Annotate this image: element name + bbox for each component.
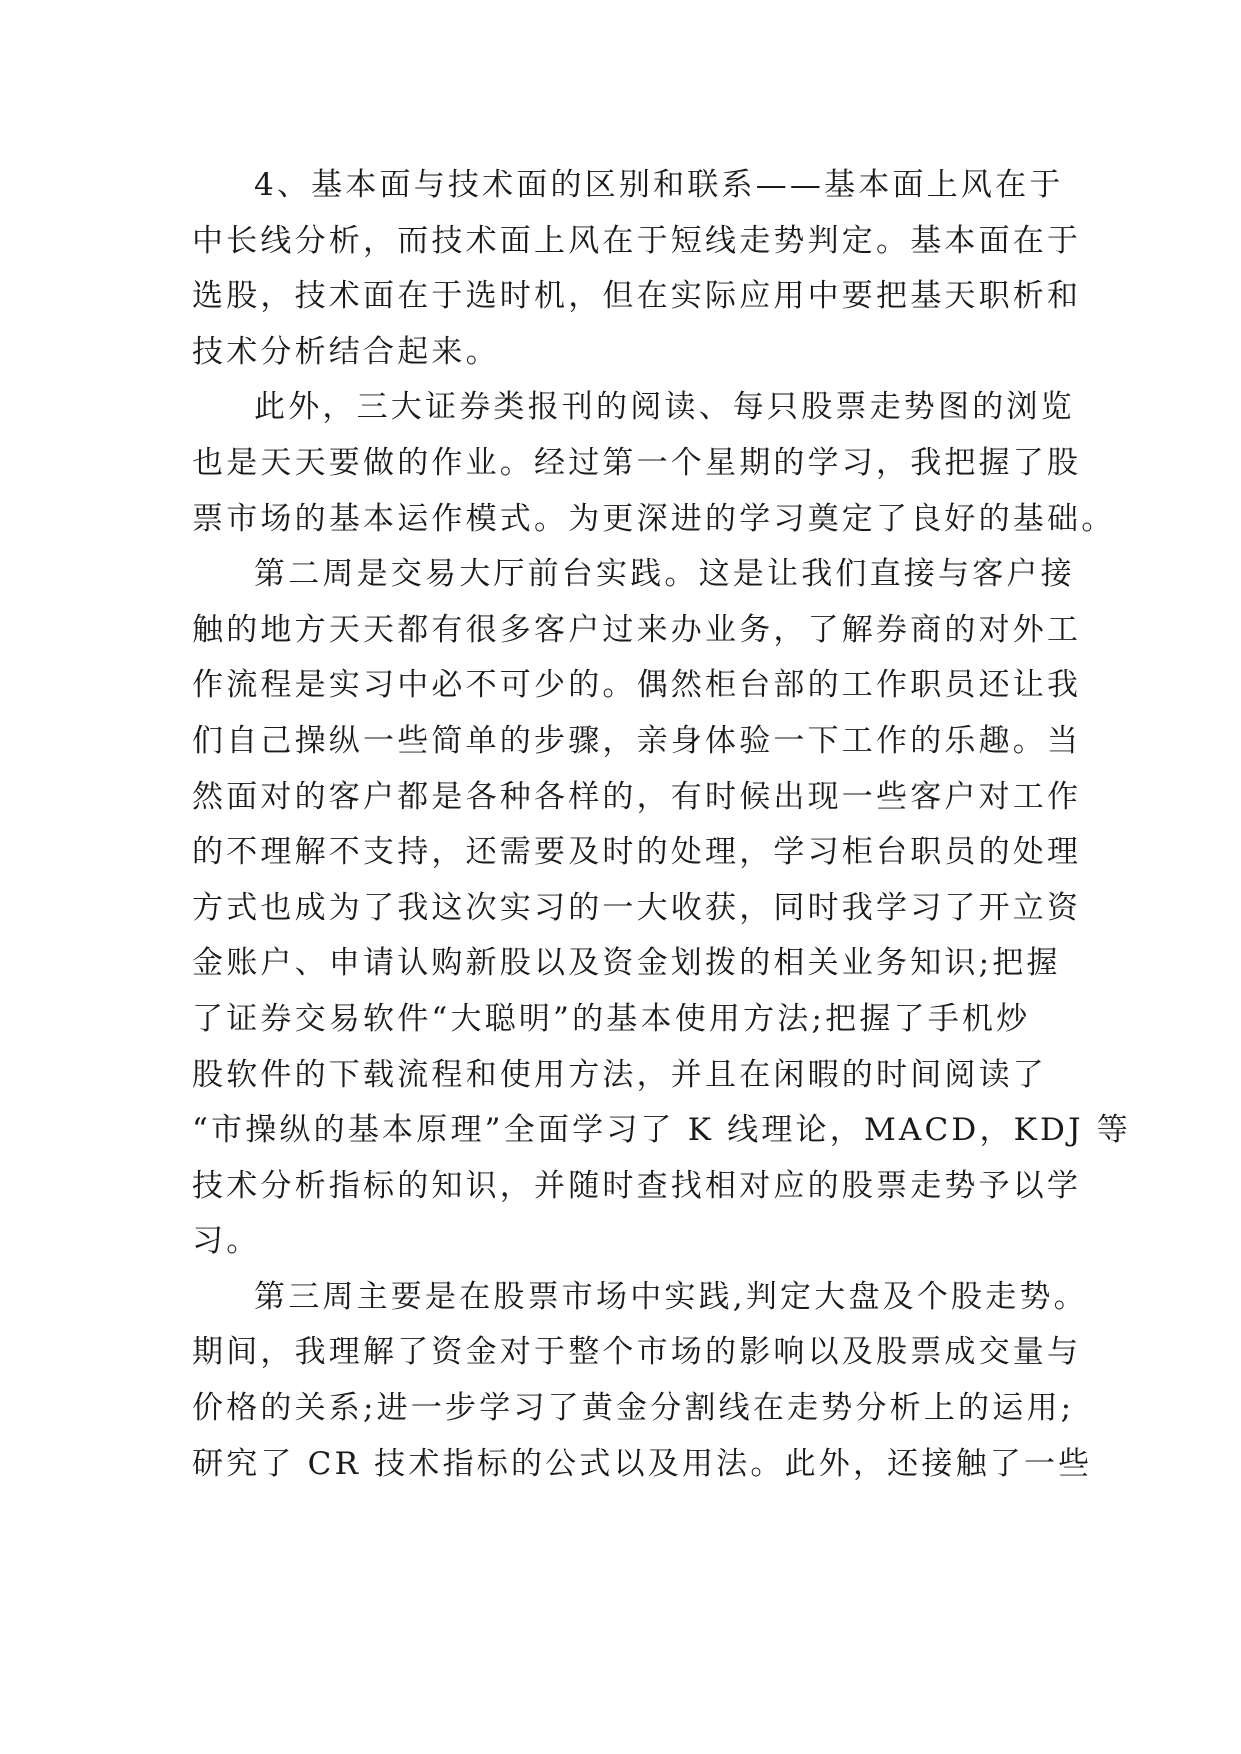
text-line: 方式也成为了我这次实习的一大收获，同时我学习了开立资 xyxy=(192,889,1082,926)
text-line: 价格的关系;进一步学习了黄金分割线在走势分析上的运用; xyxy=(192,1390,1075,1427)
text-line: 技术分析指标的知识，并随时查找相对应的股票走势予以学 xyxy=(192,1167,1082,1204)
paragraph-second-week xyxy=(192,547,1131,1270)
text-line: 期间，我理解了资金对于整个市场的影响以及股票成交量与 xyxy=(192,1334,1082,1371)
paragraph-first-week xyxy=(192,380,1116,547)
text-line: 然面对的客户都是各种各样的，有时候出现一些客户对工作 xyxy=(192,778,1082,815)
text-line: 作流程是实习中必不可少的。偶然柜台部的工作职员还让我 xyxy=(192,667,1082,704)
paragraph-fundamental-vs-technical xyxy=(192,158,1082,380)
document-body xyxy=(192,158,1131,1492)
text-line: “市操纵的基本原理”全面学习了 K 线理论，MACD，KDJ 等 xyxy=(192,1112,1131,1149)
text-line: 此外，三大证券类报刊的阅读、每只股票走势图的浏览 xyxy=(254,389,1075,426)
text-line: 们自己操纵一些简单的步骤，亲身体验一下工作的乐趣。当 xyxy=(192,722,1082,759)
text-line: 4、基本面与技术面的区别和联系——基本面上风在于 xyxy=(254,167,1064,203)
text-line: 中长线分析，而技术面上风在于短线走势判定。基本面在于 xyxy=(192,222,1082,259)
text-line: 触的地方天天都有很多客户过来办业务，了解券商的对外工 xyxy=(192,611,1082,648)
text-line: 第三周主要是在股票市场中实践,判定大盘及个股走势。 xyxy=(254,1278,1088,1315)
text-line: 金账户、申请认购新股以及资金划拨的相关业务知识;把握 xyxy=(192,945,1061,982)
text-line: 的不理解不支持，还需要及时的处理，学习柜台职员的处理 xyxy=(192,834,1082,871)
text-line: 研究了 CR 技术指标的公式以及用法。此外，还接触了一些 xyxy=(192,1445,1093,1482)
text-line: 第二周是交易大厅前台实践。这是让我们直接与客户接 xyxy=(254,556,1075,593)
text-line: 也是天天要做的作业。经过第一个星期的学习，我把握了股 xyxy=(192,444,1082,481)
text-line: 了证券交易软件“大聪明”的基本使用方法;把握了手机炒 xyxy=(192,1000,1031,1037)
text-line: 票市场的基本运作模式。为更深进的学习奠定了良好的基础。 xyxy=(192,500,1116,537)
paragraph-third-week xyxy=(192,1270,1093,1492)
text-line: 股软件的下载流程和使用方法，并且在闲暇的时间阅读了 xyxy=(192,1056,1047,1093)
text-line: 选股，技术面在于选时机，但在实际应用中要把基天职析和 xyxy=(192,278,1082,315)
text-line: 技术分析结合起来。 xyxy=(192,333,500,370)
text-line: 习。 xyxy=(192,1223,261,1260)
